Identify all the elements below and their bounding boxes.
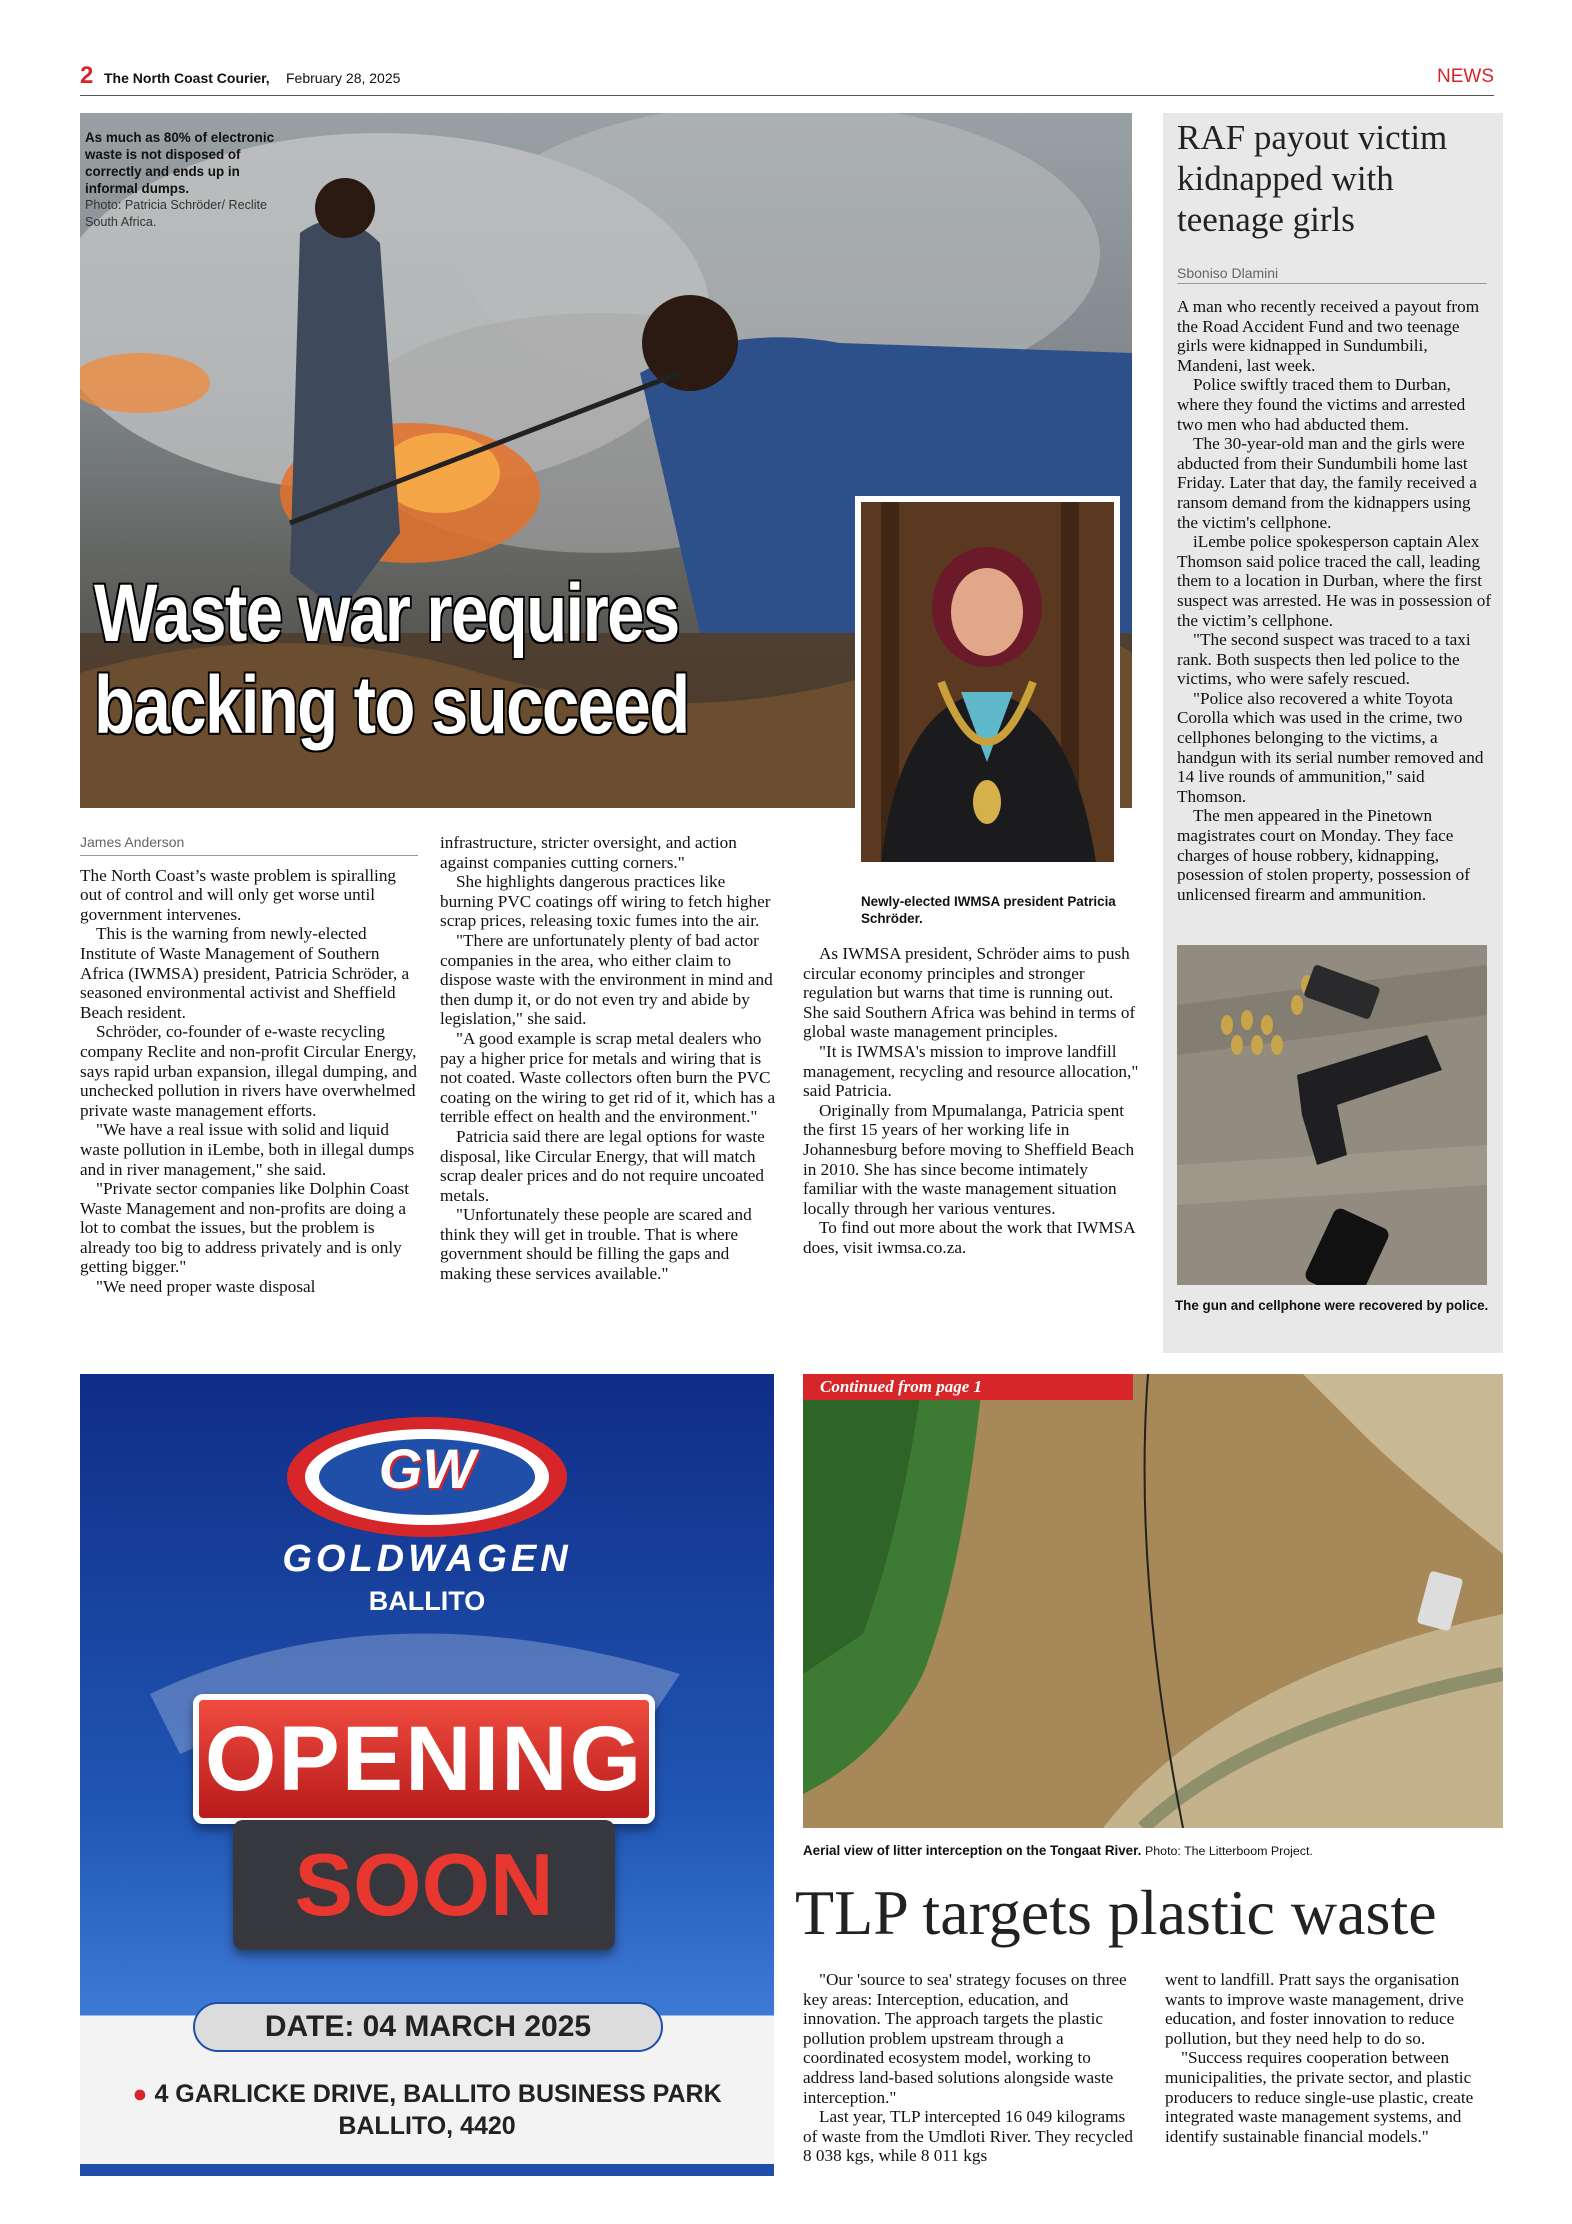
ad-soon-banner <box>233 1820 615 1950</box>
portrait-illustration <box>861 502 1114 862</box>
tlp-col2 <box>1165 1970 1503 2146</box>
sidebar-paragraph: The 30-year-old man and the girls were abducted from their Sundumbili home last Friday. Later that day, the family received a ransom demand from the kidnappers using the victim's cellphone. <box>1177 434 1477 532</box>
lead-col1-paragraph: "We need proper waste disposal <box>96 1277 316 1297</box>
gun-photo <box>1177 945 1487 1285</box>
ad-date: DATE: 04 MARCH 2025 <box>264 2010 592 2043</box>
sidebar-paragraph: Police swiftly traced them to Durban, where they found the victims and arrested two men who had abducted them. <box>1177 375 1466 434</box>
lead-article-col3 <box>803 944 1139 1258</box>
goldwagen-advert <box>80 1374 774 2176</box>
gw-logo-text: GW <box>378 1437 476 1500</box>
ad-opening: OPENING <box>204 1708 644 1810</box>
tlp-col1-paragraph: "Our 'source to sea' strategy focuses on three key areas: Interception, education, and innovation. The approach targets the plastic pollution problem upstream through a coordinated ecosystem model, working to address land-based solutions alongside waste interception." <box>803 1970 1127 2107</box>
lead-headline-line2: backing to succeed <box>94 660 689 751</box>
tlp-col1-paragraph: Last year, TLP intercepted 16 049 kilograms of waste from the Umdloti River. They recycled 8 038 kgs, while 8 011 kgs <box>803 2107 1133 2166</box>
lead-col2-paragraph: Patricia said there are legal options for waste disposal, like Circular Energy, that will match scrap dealer prices and do not require uncoated metals. <box>440 1126 765 1205</box>
portrait-photo <box>855 496 1120 868</box>
gun-photo-caption: The gun and cellphone were recovered by police. <box>1175 1298 1489 1313</box>
sidebar-headline: RAF payout victim kidnapped with teenage girls <box>1177 118 1448 239</box>
lead-col1-paragraph: This is the warning from newly-elected Institute of Waste Management of Southern Africa (IWMSA) president, Patricia Schröder, a seasoned environmental activist and Sheffield Beach resident. <box>80 924 410 1022</box>
tlp-col2-paragraph: "Success requires cooperation between municipalities, the private sector, and plastic producers to reduce single-use plastic, create integrated waste management systems, and identify sustainable financial models." <box>1165 2048 1474 2146</box>
sidebar-article <box>1177 297 1493 904</box>
sidebar-paragraph: "The second suspect was traced to a taxi rank. Both suspects then led police to the victims, who were safely rescued. <box>1177 630 1471 689</box>
river-caption-credit: Photo: The Litterboom Project. <box>1145 1844 1313 1858</box>
sidebar-paragraph: A man who recently received a payout from the Road Accident Fund and two teenage girls were kidnapped in Sundumbili, Mandeni, last week. <box>1177 297 1480 375</box>
sidebar-paragraph: "Police also recovered a white Toyota Corolla which was used in the crime, two cellphones belonging to the victims, a handgun with its serial number removed and 14 live rounds of ammunition," said Thomson. <box>1177 688 1484 806</box>
lead-col2-paragraph: "Unfortunately these people are scared and think they will get in trouble. That is where government should be filling the gaps and making these services available." <box>440 1205 752 1284</box>
lead-col3-paragraph: "It is IWMSA's mission to improve landfill management, recycling and resource allocation," said Patricia. <box>803 1041 1139 1101</box>
lead-headline-line1: Waste war requires <box>94 568 679 659</box>
ad-address-line2: BALLITO, 4420 <box>338 2112 516 2140</box>
lead-photo-credit: Photo: Patricia Schröder/ Reclite South Africa. <box>85 198 267 229</box>
sidebar-paragraph: iLembe police spokesperson captain Alex Thomson said police traced the call, leading them to a location in Durban, where the first suspect was arrested. He was in possession of the victim’s cellphone. <box>1177 532 1492 630</box>
tlp-col1 <box>803 1970 1141 2166</box>
lead-col3-paragraph: Originally from Mpumalanga, Patricia spent the first 15 years of her working life in Johannesburg before moving to Sheffield Beach in 2010. She has since become intimately familiar with the waste management situation locally through her various ventures. <box>803 1100 1135 1218</box>
continued-banner <box>803 1374 1133 1400</box>
sidebar-byline: Sboniso Dlamini <box>1177 265 1487 284</box>
river-caption-text: Aerial view of litter interception on the Tongaat River. <box>803 1843 1142 1858</box>
tlp-headline: TLP targets plastic waste <box>795 1877 1437 1948</box>
ad-address <box>80 2078 774 2142</box>
ad-brand: GOLDWAGEN <box>282 1538 572 1580</box>
lead-col2-paragraph: "There are unfortunately plenty of bad actor companies in the area, who either claim to dispose waste with the environment in mind and then dump it, or do not even try and abide by legislation," she said. <box>440 930 773 1029</box>
ad-date-pill <box>193 2002 663 2052</box>
sidebar-box <box>1163 113 1503 1353</box>
lead-byline: James Anderson <box>80 833 418 856</box>
river-photo-caption <box>803 1843 1503 1858</box>
ad-opening-banner <box>193 1694 655 1824</box>
location-pin-icon: ● <box>132 2080 148 2108</box>
lead-headline <box>94 568 689 752</box>
lead-photo-caption <box>85 129 290 231</box>
river-aerial-illustration <box>803 1374 1503 1828</box>
paper-name: The North Coast Courier, <box>104 70 270 86</box>
lead-col1-paragraph: Schröder, co-founder of e-waste recycling company Reclite and non-profit Circular Energy, says rapid urban expansion, illegal dumping, and unchecked pollution in rivers have overwhelmed private waste management efforts. <box>80 1022 417 1120</box>
lead-col1-paragraph: "We have a real issue with solid and liquid waste pollution in iLembe, both in illegal dumps and in river management," she said. <box>80 1120 415 1179</box>
gun-cellphone-illustration <box>1177 945 1487 1285</box>
river-photo <box>803 1374 1503 1828</box>
lead-col3-paragraph: To find out more about the work that IWMSA does, visit iwmsa.co.za. <box>803 1218 1135 1257</box>
lead-col3-paragraph: As IWMSA president, Schröder aims to push circular economy principles and stronger regulation but warns that time is running out. She said Southern Africa was behind in terms of global waste management principles. <box>803 944 1136 1042</box>
lead-article-col2 <box>440 833 780 1284</box>
continued-label: Continued from page 1 <box>820 1377 982 1396</box>
lead-col1-paragraph: The North Coast’s waste problem is spiralling out of control and will only get worse until government intervenes. <box>80 865 397 924</box>
ad-address-line1: 4 GARLICKE DRIVE, BALLITO BUSINESS PARK <box>154 2080 722 2108</box>
ad-soon: SOON <box>294 1835 554 1934</box>
lead-col2-paragraph: "A good example is scrap metal dealers who pay a higher price for metals and wiring that is not coated. Waste collectors often burn the PVC coating on the wiring to get rid of it, which has a terrible effect on health and the environment." <box>440 1028 776 1127</box>
tlp-col2-paragraph: went to landfill. Pratt says the organisation wants to improve waste management, drive education, and foster innovation to reduce pollution, but they need help to do so. <box>1165 1970 1464 2048</box>
sidebar-paragraph: The men appeared in the Pinetown magistrates court on Monday. They face charges of house robbery, kidnapping, posession of stolen property, possession of unlicensed firearm and ammunition. <box>1177 806 1470 904</box>
page-number: 2 <box>80 62 94 89</box>
lead-article-col1 <box>80 833 418 1297</box>
lead-photo-caption-text: As much as 80% of electronic waste is not disposed of correctly and ends up in informal dumps. <box>85 130 275 196</box>
page-header <box>80 62 1494 96</box>
section-label: NEWS <box>1437 66 1494 87</box>
lead-col2-paragraph: infrastructure, stricter oversight, and action against companies cutting corners." <box>440 833 737 872</box>
issue-date: February 28, 2025 <box>286 70 401 86</box>
portrait-caption: Newly-elected IWMSA president Patricia Schröder. <box>861 894 1116 926</box>
ad-location: BALLITO <box>368 1586 486 1616</box>
lead-col2-paragraph: She highlights dangerous practices like burning PVC coatings off wiring to fetch higher scrap prices, releasing toxic fumes into the air. <box>440 872 771 931</box>
ad-bottom-bar <box>80 2164 774 2176</box>
lead-col1-paragraph: "Private sector companies like Dolphin Coast Waste Management and non-profits are doing a lot to combat the issues, but the problem is already too big to address privately and is only getting bigger." <box>80 1179 409 1277</box>
